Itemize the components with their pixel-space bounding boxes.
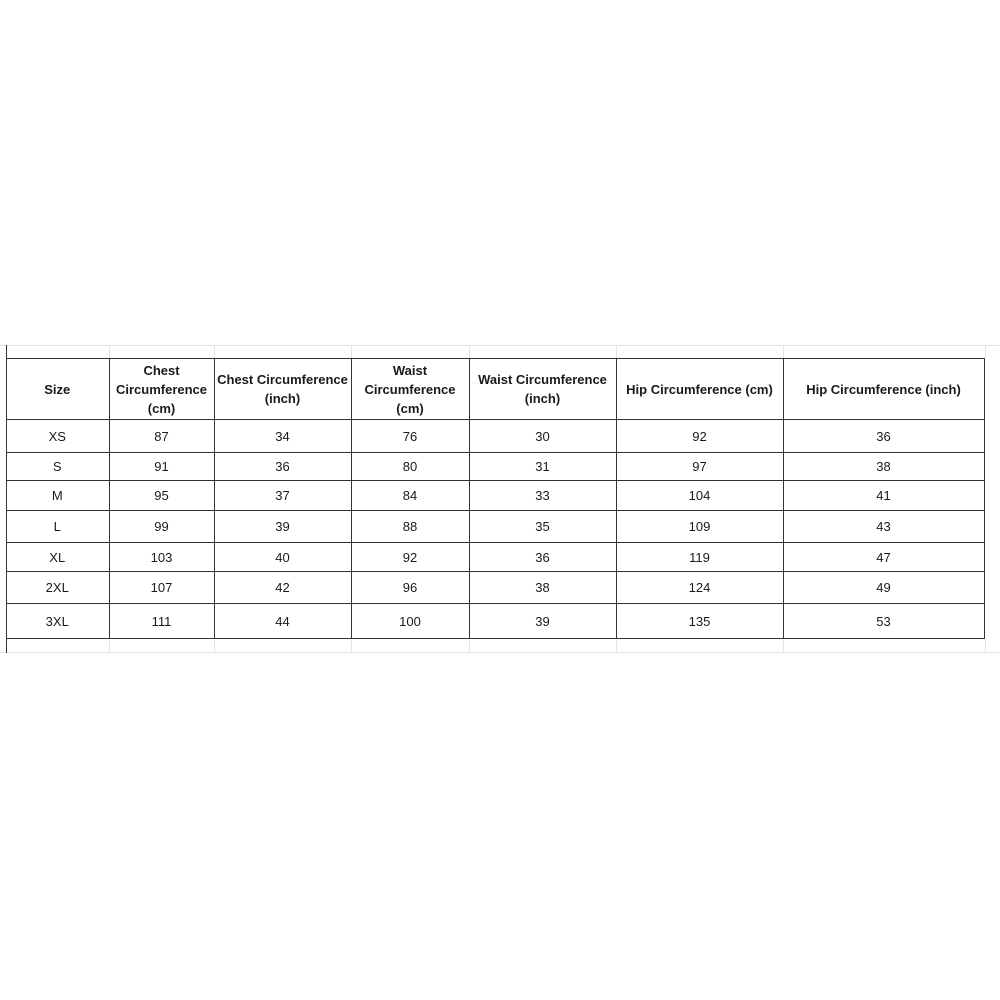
cell-hip-inch: 43 — [783, 511, 984, 543]
cell-hip-inch: 53 — [783, 604, 984, 639]
cell-waist-inch: 38 — [469, 572, 616, 604]
cell-chest-cm: 95 — [109, 481, 214, 511]
cell-size: 2XL — [6, 572, 109, 604]
cell-waist-cm: 88 — [351, 511, 469, 543]
grid-line — [783, 640, 784, 653]
cell-chest-cm: 107 — [109, 572, 214, 604]
cell-chest-inch: 34 — [214, 420, 351, 453]
header-chest-cm: Chest Circumference (cm) — [109, 359, 214, 420]
cell-hip-inch: 49 — [783, 572, 984, 604]
cell-hip-inch: 41 — [783, 481, 984, 511]
table-header-row — [6, 359, 984, 420]
cell-waist-cm: 92 — [351, 543, 469, 572]
cell-waist-inch: 39 — [469, 604, 616, 639]
cell-chest-cm: 91 — [109, 453, 214, 481]
header-waist-inch: Waist Circumference (inch) — [469, 359, 616, 420]
grid-line — [469, 345, 470, 358]
header-hip-inch: Hip Circumference (inch) — [783, 359, 984, 420]
cell-chest-inch: 36 — [214, 453, 351, 481]
grid-line — [0, 652, 1000, 653]
cell-chest-inch: 40 — [214, 543, 351, 572]
cell-hip-inch: 38 — [783, 453, 984, 481]
grid-line — [985, 640, 986, 653]
cell-waist-inch: 31 — [469, 453, 616, 481]
table-row — [6, 572, 984, 604]
grid-line — [351, 640, 352, 653]
cell-waist-inch: 35 — [469, 511, 616, 543]
cell-chest-cm: 87 — [109, 420, 214, 453]
cell-hip-inch: 47 — [783, 543, 984, 572]
grid-line — [214, 345, 215, 358]
cell-hip-cm: 104 — [616, 481, 783, 511]
cell-waist-cm: 100 — [351, 604, 469, 639]
cell-waist-cm: 96 — [351, 572, 469, 604]
cell-waist-inch: 33 — [469, 481, 616, 511]
cell-chest-inch: 42 — [214, 572, 351, 604]
cell-chest-inch: 44 — [214, 604, 351, 639]
cell-size: L — [6, 511, 109, 543]
grid-line — [109, 345, 110, 358]
cell-hip-cm: 109 — [616, 511, 783, 543]
table-row — [6, 481, 984, 511]
grid-line — [985, 345, 986, 358]
cell-waist-cm: 84 — [351, 481, 469, 511]
header-hip-cm: Hip Circumference (cm) — [616, 359, 783, 420]
header-size: Size — [6, 359, 109, 420]
cell-chest-cm: 111 — [109, 604, 214, 639]
cell-hip-cm: 92 — [616, 420, 783, 453]
cell-size: XS — [6, 420, 109, 453]
table-row — [6, 543, 984, 572]
cell-size: 3XL — [6, 604, 109, 639]
table-row — [6, 511, 984, 543]
cell-size: XL — [6, 543, 109, 572]
cell-waist-inch: 36 — [469, 543, 616, 572]
cell-hip-cm: 119 — [616, 543, 783, 572]
header-chest-inch: Chest Circumference (inch) — [214, 359, 351, 420]
cell-hip-inch: 36 — [783, 420, 984, 453]
grid-line — [783, 345, 784, 358]
cell-chest-inch: 39 — [214, 511, 351, 543]
table-row — [6, 604, 984, 639]
grid-line — [0, 345, 1000, 346]
grid-line — [109, 640, 110, 653]
cell-chest-cm: 99 — [109, 511, 214, 543]
cell-waist-inch: 30 — [469, 420, 616, 453]
grid-line — [616, 345, 617, 358]
cell-hip-cm: 124 — [616, 572, 783, 604]
table-row — [6, 420, 984, 453]
grid-line — [351, 345, 352, 358]
grid-line — [616, 640, 617, 653]
header-waist-cm: Waist Circumference (cm) — [351, 359, 469, 420]
cell-hip-cm: 135 — [616, 604, 783, 639]
grid-line — [469, 640, 470, 653]
cell-waist-cm: 80 — [351, 453, 469, 481]
cell-size: M — [6, 481, 109, 511]
cell-hip-cm: 97 — [616, 453, 783, 481]
cell-size: S — [6, 453, 109, 481]
cell-waist-cm: 76 — [351, 420, 469, 453]
cell-chest-inch: 37 — [214, 481, 351, 511]
table-row — [6, 453, 984, 481]
cell-chest-cm: 103 — [109, 543, 214, 572]
grid-line — [214, 640, 215, 653]
size-chart-table — [6, 358, 985, 639]
